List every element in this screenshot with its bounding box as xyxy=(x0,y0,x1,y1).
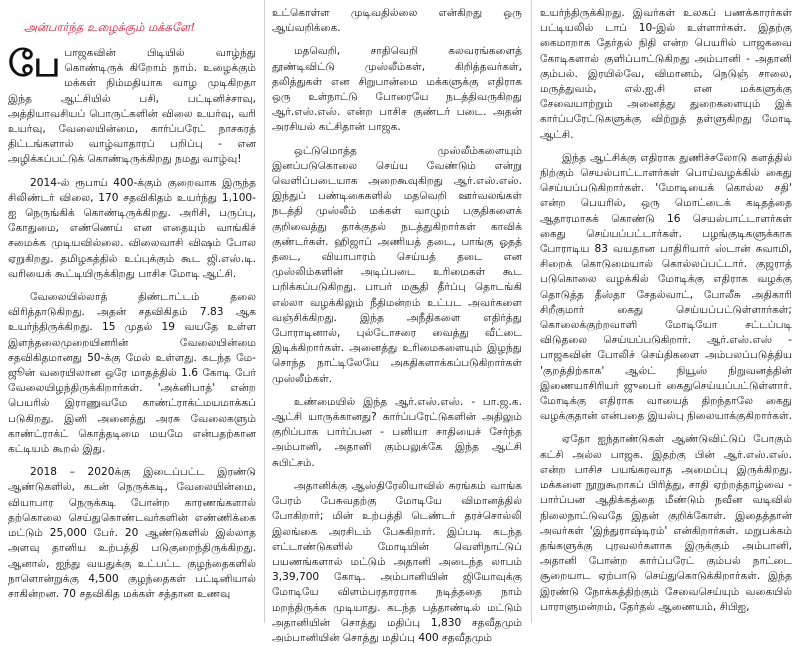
paragraph: 2018 – 2020க்கு இடைப்பட்ட இரண்டு ஆண்டுகளில், கடன் நெருக்கடி, வேலையின்மை, வியாபார நெருக்கடி போன்ற காரணங்களால் தற்கொலை செய்துகொண்டவர்களின் எண்ணிக்கை மட்டும் 25,000 பேர். 20 ஆண்டுகளில் இல்லாத அளவு தானிய உற்பத்தி படுகுறைந்திருக்கிறது. ஆனால், ஐந்து வயதுக்கு உட்பட்ட குழந்தைகளில் நாளொன்றுக்கு 4,500 குழந்தைகள் பட்டினியால் சாகின்றன. 70 சதவிகித மக்கள் சத்தான உணவு xyxy=(8,466,256,600)
paragraph: உண்மையில் இந்த ஆர்.எஸ்.எஸ். - பா.ஜ.க. ஆட்சி யாருக்கானது? கார்ப்பரேட்டுகளின் அதிலும் குறிப்பாக பார்ப்பன - பனியா சாதியைச் சேர்ந்த அம்பானி, அதானி கும்பலுக்கே இந்த ஆட்சி சுபிட்சம். xyxy=(272,395,522,469)
paragraph: உட்கொள்ள முடிவதில்லை என்கிறது ஒரு ஆய்வறிக்கை. xyxy=(272,7,522,35)
paragraph: மதவெறி, சாதிவெறி கலவரங்களைத் தூண்டிவிட்டு முஸ்லீம்கள், கிறித்தவர்கள், தலித்துகள் என சிறுபான்மை மக்களுக்கு எதிராக ஒரு உள்நாட்டு போரையே நடத்திவருகிறது ஆர்.எஸ்.எஸ். என்ற பாசிச குண்டர் படை. அதன் அரசியல் கட்சிதான் பாஜக. xyxy=(272,45,522,134)
column-2 xyxy=(272,0,522,644)
paragraph: அதானிக்கு ஆஸ்திரேலியாவில் சுரங்கம் வாங்க பேரம் பேசுவதற்கு மோடியே விமானத்தில் போகிறார்; மின் உற்பத்தி டெண்டர் தரச்சொல்லி இலங்கை அரசிடம் பேசுகிறார். இப்படி கடந்த எட்டாண்டுகளில் மோடியின் வெளிநாட்டுப் பயணங்களால் மட்டும் அதானி அடைந்த லாபம் 3,39,700 கோடி. அம்பானியின் ஜியோவுக்கு மோடியே விளம்பரதாரராக நடித்ததை நாம் மறந்திருக்க முடியாது. கடந்த பத்தாண்டில் மட்டும் அதானியின் சொத்து மதிப்பு 1,830 சதவீதமும் அம்பானியின் சொத்து மதிப்பு 400 சதவீதமும் xyxy=(272,479,522,644)
paragraph-text: பாஜகவின் பிடியில் வாழ்ந்து கொண்டிருக் கிறோம் நாம். உழைக்கும் மக்கள் நிம்மதியாக வாழ முடிகிறதா இந்த ஆட்சியில் பசி, பட்டினிச்சாவு, அத்தியாவசியப் பொருட்களின் விலை உயர்வு, வரி உயர்வு, வேலையின்மை, கார்ப்பரேட் நாசகரத் திட்டங்களால் வாழ்வாதாரப் பறிப்பு - என அழிக்கப்பட்டுக் கொண்டிருக்கிறது நமது வாழ்வு! xyxy=(8,47,256,166)
column-divider xyxy=(264,0,265,623)
paragraph xyxy=(8,46,256,168)
column-1 xyxy=(8,0,256,623)
paragraph: 2014-ல் ரூபாய் 400-க்கும் குறைவாக இருந்த சிலிண்டர் விலை, 170 சதவிகிதம் உயர்ந்து 1,100-ஐ நெருங்கிக் கொண்டிருக்கிறது. அரிசி, பருப்பு, கோதுமை, எண்ணெய் என எதையும் வாங்கிச் சமைக்க முடியவில்லை. விலைவாசி விஷம் போல ஏறுகிறது. தமிழகத்தில் உப்புக்கும் கூட ஜி.எஸ்.டி. வரியைக் கூட்டியிருக்கிறது பாசிச மோடி ஆட்சி. xyxy=(8,176,256,280)
paragraph: ஏதோ ஐந்தாண்டுகள் ஆண்டுவிட்டுப் போகும் கட்சி அல்ல பாஜக. இதற்கு பின் ஆர்.எஸ்.எஸ். என்ற பாசிச பயங்கரவாத அமைப்பு இருக்கிறது. மக்களை நூறுகூறாகப் பிரித்து, சாதி ஏற்றத்தாழ்வை - பார்ப்பன ஆதிக்கத்தை மீண்டும் நவீன வடிவில் நிலைநாட்டுவதே இதன் குறிக்கோள். இதைத்தான் அவர்கள் 'இந்துராஷ்டிரம்' என்கிறார்கள். மறுபக்கம் தங்களுக்கு புரவலர்களாக இருக்கும் அம்பானி, அதானி போன்ற கார்ப்பரேட் கும்பல் நாட்டை சூறையாட ஏற்பாடு செய்துகொடுக்கிறார்கள். இந்த இரண்டு நோக்கத்திற்கும் சேவைசெய்யும் வகையில் பாராளுமன்றம், தேர்தல் ஆணையம், சிபிஐ, xyxy=(540,433,792,613)
drop-cap: பே xyxy=(8,44,61,85)
paragraph: இந்த ஆட்சிக்கு எதிராக துணிச்சலோடு களத்தில் நிற்கும் செயல்பாட்டாளர்கள் பொய்வழக்கில் கைது செய்யப்படுகிறார்கள். 'மோடியைக் கொல்ல சதி' என்ற பெயரில், ஒரு மொட்டைக் கடிதத்தை ஆதாரமாகக் கொண்டு 16 செயல்பாட்டாளர்கள் கைது செய்யப்பட்டார்கள். பழங்குடிகளுக்காக போராடிய 83 வயதான பாதிரியார் ஸ்டான் சுவாமி, சிறைக் கொடுமையால் கொல்லப்பட்டார். குஜராத் படுகொலை வழக்கில் மோடிக்கு எதிராக வழக்கு தொடுத்த தீஸ்தா சேதல்வாட், போலீசு அதிகாரி சிறீகுமார் கைது செய்யப்பட்டுள்ளார்கள்; கொலைக்குற்றவாளி மோடியோ சட்டப்படி விடுதலை செய்யப்படுகிறார். ஆர்.எஸ்.எஸ் - பாஜகவின் போலிச் செய்திகளை அம்பலப்படுத்திய 'குறத்திற்காக' ஆல்ட் நியூஸ் நிறுவனத்தின் இணையாசிரியர் ஜுபைர் கைதுசெய்யப்பட்டுள்ளார். மோடிக்கு எதிராக வாயைத் திறந்தாலே கைது வழக்குதான் என்பதை இயல்பு நிலையாக்குகிறார்கள். xyxy=(540,151,793,423)
column-divider xyxy=(531,0,532,623)
kicker-heading: அன்பார்ந்த உழைக்கும் மக்களே! xyxy=(24,20,196,34)
paragraph: வேலையில்லாத் திண்டாட்டம் தலை விரித்தாடுகிறது. அதன் சதவிகிதம் 7.83 ஆக உயர்ந்திருக்கிறது. 15 முதல் 19 வயதே உள்ள இளந்தலைமுறையினரின் வேலையின்மை சதவிகிதமானது 50-க்கு மேல் உள்ளது. கடந்த மே-ஜூன் வரையிலான ஒரே மாதத்தில் 1.6 கோடி பேர் வேலையிழந்திருக்கிறார்கள். 'அக்னிபாத்' என்ற பெயரில் இராணுவமே காண்ட்ராக்ட்மயமாக்கப் படுகிறது. இனி அனைத்து அரசு வேலைகளும் காண்ட்ராக்ட் கொத்தடிமை மயமே என்பதற்கான கட்டியம் கூறல் இது. xyxy=(8,291,256,456)
paragraph: ஒட்டுமொத்த முஸ்லீம்களையும் இனப்படுகொலை செய்ய வேண்டும் என்று வெளிப்படையாக அறைகூவுகிறது ஆர்.எஸ்.எஸ். இந்துப் பண்டிகைகளில் மதவெறி ஊர்வலங்கள் நடத்தி முஸ்லீம் மக்கள் வாழும் பகுதிகளைக் குறிவைத்து தாக்குதல் நடத்துகிறார்கள் காவிக் குண்டர்கள். ஹிஜாப் அணியத் தடை, பாங்கு ஓதத் தடை, வியாபாரம் செய்யத் தடை என முஸ்லிம்களின் அடிப்படை உரிமைகள் கூட பறிக்கப்படுகிறது. பாபர் மசூதி தீர்ப்பு தொடங்கி எல்லா வழக்கிலும் நீதிமன்றம் உட்பட அவர்களை வஞ்சிக்கிறது. இந்த அநீதிகளை எதிர்த்து போராடினால், புல்டோசரை வைத்து வீட்டை இடிக்கிறார்கள். அனைத்து உரிமைகளையும் இழந்து சொந்த நாட்டிலேயே அகதிகளாக்கப்படுகிறார்கள் முஸ்லீம்கள். xyxy=(272,144,522,385)
paragraph: உயர்ந்திருக்கிறது. இவர்கள் உலகப் பணக்காரர்கள் பட்டியலில் டாப் 10-இல் உள்ளார்கள். இதற்கு கைமாறாக தேர்தல் நிதி என்ற பெயரில் பாஜகவை கோடிகளால் குளிப்பாட்டுகிறது அம்பானி - அதானி கும்பல். இரயில்வே, விமானம், நெடுஞ் சாலை, மருத்துவம், எல்.ஐ.சி என மக்களுக்கு சேவையாற்றும் அனைத்து துறைகளையும் இக் கார்ப்பரேட்டுகளுக்கு விற்றுத் தள்ளுகிறது மோடி ஆட்சி. xyxy=(540,7,792,141)
column-3 xyxy=(540,0,792,623)
